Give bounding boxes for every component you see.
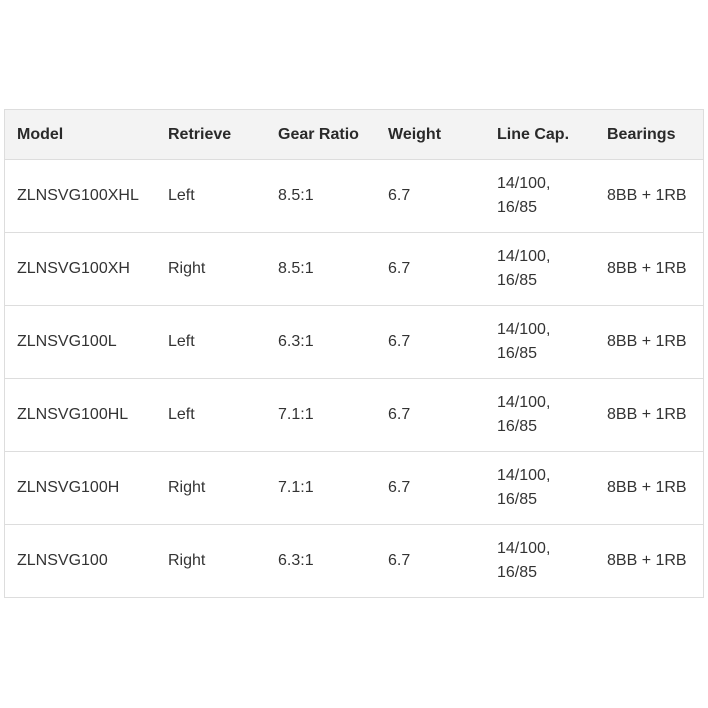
cell-model: ZLNSVG100HL [17, 406, 129, 423]
line-cap-line-1: 14/100, [497, 321, 551, 338]
spec-table [4, 109, 704, 598]
cell-bearings: 8BB + 1RB [607, 187, 687, 204]
cell-weight: 6.7 [388, 479, 411, 496]
line-cap-line-1: 14/100, [497, 540, 551, 557]
cell-gear-ratio: 6.3:1 [278, 333, 314, 350]
table-row [5, 305, 703, 378]
cell-bearings: 8BB + 1RB [607, 552, 687, 569]
cell-line-cap [497, 464, 605, 512]
cell-model: ZLNSVG100 [17, 552, 108, 569]
line-cap-line-2: 16/85 [497, 564, 538, 581]
cell-model: ZLNSVG100XHL [17, 187, 139, 204]
cell-bearings: 8BB + 1RB [607, 406, 687, 423]
table-row [5, 159, 703, 232]
cell-gear-ratio: 6.3:1 [278, 552, 314, 569]
cell-line-cap [497, 391, 605, 439]
line-cap-line-1: 14/100, [497, 248, 551, 265]
cell-weight: 6.7 [388, 333, 411, 350]
cell-retrieve: Left [168, 406, 195, 423]
table-row [5, 378, 703, 451]
table-row [5, 524, 703, 597]
cell-model: ZLNSVG100XH [17, 260, 130, 277]
cell-weight: 6.7 [388, 406, 411, 423]
line-cap-line-2: 16/85 [497, 272, 538, 289]
line-cap-line-2: 16/85 [497, 199, 538, 216]
header-gear-ratio: Gear Ratio [278, 125, 359, 143]
header-model: Model [17, 125, 64, 143]
header-line-cap: Line Cap. [497, 125, 570, 143]
table-row [5, 451, 703, 524]
cell-retrieve: Right [168, 552, 206, 569]
cell-model: ZLNSVG100H [17, 479, 120, 496]
cell-gear-ratio: 7.1:1 [278, 406, 314, 423]
line-cap-line-2: 16/85 [497, 345, 538, 362]
cell-weight: 6.7 [388, 260, 411, 277]
cell-line-cap [497, 537, 605, 585]
cell-weight: 6.7 [388, 187, 411, 204]
cell-line-cap [497, 318, 605, 366]
cell-bearings: 8BB + 1RB [607, 333, 687, 350]
header-retrieve: Retrieve [168, 125, 232, 143]
line-cap-line-2: 16/85 [497, 491, 538, 508]
header-weight: Weight [388, 125, 442, 143]
header-bearings: Bearings [607, 125, 676, 143]
cell-retrieve: Left [168, 187, 195, 204]
cell-retrieve: Right [168, 260, 206, 277]
cell-bearings: 8BB + 1RB [607, 479, 687, 496]
line-cap-line-1: 14/100, [497, 467, 551, 484]
line-cap-line-1: 14/100, [497, 175, 551, 192]
cell-bearings: 8BB + 1RB [607, 260, 687, 277]
cell-gear-ratio: 8.5:1 [278, 187, 314, 204]
cell-retrieve: Left [168, 333, 195, 350]
cell-gear-ratio: 8.5:1 [278, 260, 314, 277]
cell-model: ZLNSVG100L [17, 333, 117, 350]
table-row [5, 232, 703, 305]
table-header-row [5, 110, 703, 159]
line-cap-line-1: 14/100, [497, 394, 551, 411]
cell-line-cap [497, 172, 605, 220]
cell-line-cap [497, 245, 605, 293]
cell-weight: 6.7 [388, 552, 411, 569]
cell-retrieve: Right [168, 479, 206, 496]
cell-gear-ratio: 7.1:1 [278, 479, 314, 496]
line-cap-line-2: 16/85 [497, 418, 538, 435]
